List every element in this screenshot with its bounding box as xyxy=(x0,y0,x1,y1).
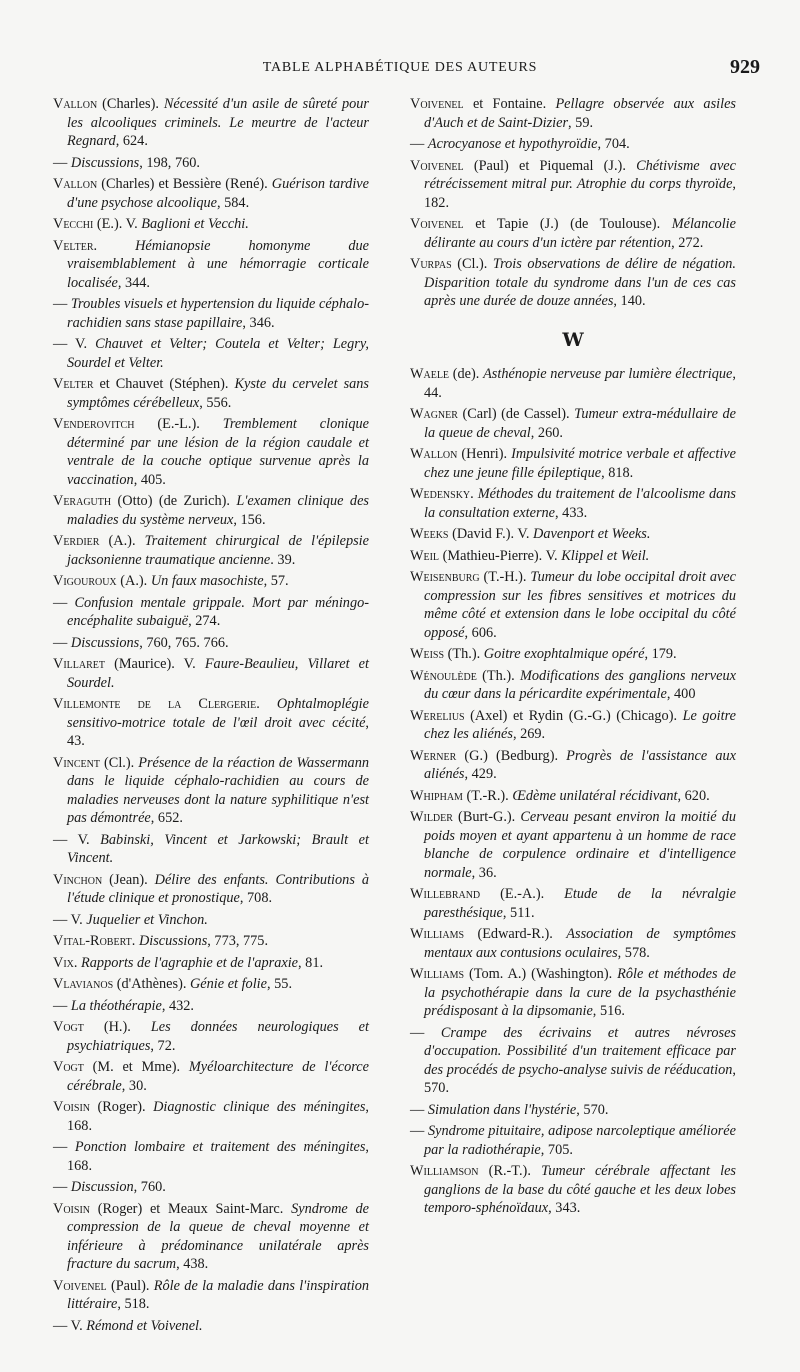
index-entry xyxy=(410,1122,736,1159)
entry-title: Œdème unilatéral récidivant xyxy=(512,787,678,804)
entry-author: Vincent xyxy=(53,754,100,771)
index-entry xyxy=(410,667,736,704)
entry-title: Babinski, Vincent et Jarkowski; Brault et Vincent. xyxy=(67,831,369,866)
index-entry xyxy=(410,255,736,311)
entry-title: Syndrome pituitaire, adipose narcoleptique améliorée par la radiothérapie xyxy=(424,1123,736,1158)
entry-rest: (Axel) et Rydin (G.-G.) (Chicago). xyxy=(464,707,683,724)
index-entry xyxy=(410,747,736,784)
index-entry xyxy=(53,594,369,631)
entry-title: Génie et folie xyxy=(189,976,267,992)
entry-rest: V. xyxy=(77,831,101,848)
entry-tail: , 168. xyxy=(67,1139,369,1174)
entry-tail: , 760. xyxy=(133,1179,166,1195)
entry-rest: (E.-L.). xyxy=(134,416,223,432)
index-entry xyxy=(53,1138,369,1175)
entry-title: Rôle de la maladie dans l'inspiration littéraire xyxy=(67,1277,369,1312)
entry-tail: , 818. xyxy=(601,464,634,481)
entry-title: Tumeur extra-médullaire de la queue de cheval xyxy=(424,406,736,441)
entry-tail: , 704. xyxy=(597,136,630,152)
entry-title: Goitre exophtalmique opéré xyxy=(483,646,645,662)
entry-author: Voivenel xyxy=(410,157,464,174)
index-entry xyxy=(410,215,736,252)
index-entry xyxy=(53,1058,369,1095)
entry-author: Voivenel xyxy=(410,216,464,232)
index-entry xyxy=(53,655,369,692)
entry-title: Rémond et Voivenel. xyxy=(86,1317,203,1334)
entry-rest: et Tapie (J.) (de Toulouse). xyxy=(463,216,672,232)
entry-rest: (Charles). xyxy=(97,96,164,112)
entry-title: Faure-Beaulieu, Villaret et Sourdel. xyxy=(67,656,369,691)
entry-rest: (d'Athènes). xyxy=(113,976,190,992)
entry-tail: , 156. xyxy=(233,511,266,528)
index-entry xyxy=(410,405,736,442)
entry-author: Voisin xyxy=(53,1099,90,1115)
entry-tail: , 760, 765. 766. xyxy=(139,634,229,651)
entry-rest: (E.). V. xyxy=(93,216,142,232)
entry-title: Baglioni et Vecchi. xyxy=(141,216,249,232)
entry-rest: (T.-R.). xyxy=(462,787,513,804)
index-entry xyxy=(53,415,369,489)
entry-title: Un faux masochiste xyxy=(150,573,264,589)
entry-tail: , 432. xyxy=(161,997,194,1014)
entry-author: Vecchi xyxy=(53,216,94,232)
entry-rest: (Otto) (de Zurich). xyxy=(111,493,237,509)
index-entry xyxy=(410,525,736,544)
entry-rest: (Cl.). xyxy=(451,256,493,272)
entry-author: Waele xyxy=(410,366,450,382)
entry-tail: , 274. xyxy=(188,613,221,629)
index-entry xyxy=(53,1200,369,1274)
entry-author: Vinchon xyxy=(53,871,103,888)
entry-author: Voisin xyxy=(53,1200,90,1217)
entry-tail: , 198, 760. xyxy=(139,154,200,171)
index-entry xyxy=(53,375,369,412)
index-entry xyxy=(410,1024,736,1098)
index-entry xyxy=(410,135,736,154)
index-entry xyxy=(53,1277,369,1314)
entry-prefix: — xyxy=(53,296,71,312)
entry-rest: (Jean). xyxy=(102,871,155,888)
entry-tail: , 652. xyxy=(150,810,183,826)
entry-tail: , 272. xyxy=(671,234,704,251)
entry-rest: (Edward-R.). xyxy=(464,926,567,942)
entry-tail: , 518. xyxy=(117,1296,150,1312)
entry-title: Hémianopsie homonyme due vraisemblablement à une hémorragie corticale localisée xyxy=(67,237,370,291)
entry-prefix: — xyxy=(53,911,71,928)
entry-title: Trois observations de délire de négation. Disparition totale du syndrome dans l'un de ces cas après une durée de douze années xyxy=(424,256,736,309)
entry-title: Mélancolie délirante au cours d'un ictère par rétention xyxy=(424,216,736,251)
entry-author: Williams xyxy=(410,966,465,982)
entry-rest: V. xyxy=(75,336,96,352)
entry-tail: , 405. xyxy=(133,471,166,488)
entry-title: Chauvet et Velter; Coutela et Velter; Legry, Sourdel et Velter. xyxy=(67,336,369,371)
index-entry xyxy=(53,1178,369,1197)
index-entry xyxy=(53,95,369,151)
entry-title: Ponction lombaire et traitement des méningites xyxy=(74,1139,366,1155)
entry-rest: . xyxy=(470,486,478,502)
entry-rest: (Th.). xyxy=(476,667,520,684)
left-column xyxy=(53,95,369,1338)
entry-title: Discussions xyxy=(138,933,208,949)
index-entry xyxy=(53,634,369,653)
index-entry xyxy=(53,1317,369,1336)
index-entry xyxy=(53,831,369,868)
entry-title: Les données neurologiques et psychiatriques xyxy=(67,1019,369,1054)
entry-author: Voivenel xyxy=(53,1277,107,1294)
index-entry xyxy=(410,965,736,1021)
v-entries-continued xyxy=(410,95,736,311)
entry-prefix: — xyxy=(53,831,78,848)
index-entry xyxy=(53,215,369,234)
entry-title: Troubles visuels et hypertension du liquide céphalo-rachidien sans stase papillaire xyxy=(67,296,370,331)
entry-prefix: — xyxy=(53,1179,71,1195)
entry-author: Villaret xyxy=(53,656,105,672)
entry-author: Veraguth xyxy=(53,493,112,509)
entry-title: Progrès de l'assistance aux aliénés xyxy=(424,747,737,782)
entry-title: Méthodes du traitement de l'alcoolisme dans la consultation externe xyxy=(424,486,736,521)
index-entry xyxy=(410,925,736,962)
entry-title: Simulation dans l'hystérie xyxy=(427,1101,577,1118)
entry-title: Etude de la névralgie paresthésique xyxy=(424,886,736,921)
entry-rest: (E.-A.). xyxy=(480,886,565,902)
entry-author: Wilder xyxy=(410,809,453,825)
entry-tail: , 168. xyxy=(67,1099,369,1134)
index-entry xyxy=(410,707,736,744)
entry-rest: (Henri). xyxy=(457,446,512,462)
entry-tail: , 556. xyxy=(199,394,232,411)
entry-tail: , 44. xyxy=(424,366,736,401)
entry-author: Vogt xyxy=(53,1019,84,1035)
entry-author: Vital-Robert xyxy=(53,933,132,949)
index-entry xyxy=(53,997,369,1016)
entry-prefix: — xyxy=(410,136,428,152)
entry-title: Impulsivité motrice verbale et affective chez une jeune fille épileptique xyxy=(424,446,736,481)
entry-title: Le goitre chez les aliénés xyxy=(424,707,736,742)
entry-tail: , 606. xyxy=(464,624,497,641)
entry-prefix: — xyxy=(53,1317,71,1334)
entry-title: Davenport et Weeks. xyxy=(533,526,651,542)
entry-tail: , 179. xyxy=(644,646,677,662)
entry-rest: (Maurice). V. xyxy=(104,656,205,672)
entry-rest: (G.) (Bedburg). xyxy=(456,747,567,764)
entry-rest: et Chauvet (Stéphen). xyxy=(93,376,235,392)
entry-prefix: — xyxy=(53,154,71,171)
index-entry xyxy=(410,365,736,402)
entry-author: Voivenel xyxy=(410,96,464,112)
entry-title: Crampe des écrivains et autres névroses d'occupation. Possibilité d'un traitement efficace par des procédés de psycho-analyse suivis de rééducation xyxy=(424,1024,736,1078)
entry-tail: , 620. xyxy=(677,787,710,804)
index-entry xyxy=(53,932,369,951)
entry-tail: , 516. xyxy=(592,1003,625,1019)
entry-rest: (T.-H.). xyxy=(479,569,531,585)
entry-author: Velter xyxy=(53,376,94,392)
entry-rest: et Fontaine. xyxy=(463,96,556,112)
entry-author: Wagner xyxy=(410,406,458,422)
entry-title: La théothérapie xyxy=(70,997,162,1014)
index-entry xyxy=(53,295,369,332)
entry-rest: . xyxy=(93,237,136,254)
entry-rest: (Cl.). xyxy=(100,754,139,771)
entry-rest: . xyxy=(256,696,277,712)
entry-title: Diagnostic clinique des méningites xyxy=(153,1099,366,1115)
entry-tail: , 773, 775. xyxy=(207,933,269,949)
entry-author: Wénoulède xyxy=(410,667,477,684)
entry-author: Willebrand xyxy=(410,886,481,902)
entry-author: Vallon xyxy=(53,176,98,192)
entry-author: Weeks xyxy=(410,526,449,542)
entry-title: Klippel et Weil. xyxy=(561,547,650,564)
index-entry xyxy=(410,157,736,213)
entry-author: Velter xyxy=(53,237,94,254)
entry-author: Wallon xyxy=(410,446,458,462)
entry-title: Cerveau pesant environ la moitié du poids moyen et ayant appartenu à un homme de race blanche de corpulence ordinaire et d'intelligence normale xyxy=(424,809,736,881)
index-entry xyxy=(53,154,369,173)
entry-tail: , 59. xyxy=(568,114,594,131)
entry-prefix: — xyxy=(410,1123,428,1139)
index-entry xyxy=(53,954,369,973)
entry-author: Weil xyxy=(410,547,440,564)
index-entry xyxy=(410,787,736,806)
entry-rest: (David F.). V. xyxy=(448,526,534,542)
entry-author: Verdier xyxy=(53,533,100,549)
entry-title: Ophtalmoplégie sensitivo-motrice totale de l'œil droit avec cécité xyxy=(67,696,369,731)
index-entry xyxy=(53,572,369,591)
entry-title: Présence de la réaction de Wassermann dans le liquide céphalo-rachidien au cours de maladies nerveuses dont la nature syphilitique n'est pas démontrée xyxy=(67,754,369,826)
entry-title: Nécessité d'un asile de sûreté pour les alcooliques criminels. Le meurtre de l'acteur Regnard xyxy=(67,96,369,149)
entry-tail: , 705. xyxy=(540,1141,573,1158)
entry-title: Rapports de l'agraphie et de l'apraxie xyxy=(81,954,299,971)
index-entry xyxy=(53,335,369,372)
entry-tail: , 570. xyxy=(576,1101,609,1118)
entry-tail: , 400 xyxy=(666,686,696,702)
entry-title: Modifications des ganglions nerveux du cœur dans la péricardite expérimentale xyxy=(424,667,736,702)
index-entry xyxy=(410,1101,736,1120)
entry-tail: , 260. xyxy=(530,424,563,441)
entry-title: Tremblement clonique déterminé par une lésion de la région caudale et ventrale de la couche optique survenue après la vaccination xyxy=(67,416,369,488)
entry-author: Vlavianos xyxy=(53,976,114,992)
entry-tail: , 429. xyxy=(464,766,497,782)
entry-rest: (Burt-G.). xyxy=(452,809,521,825)
entry-author: Vix xyxy=(53,954,74,971)
entry-prefix: — xyxy=(410,1101,428,1118)
entry-rest: (Tom. A.) (Washington). xyxy=(464,966,618,982)
entry-author: Weiss xyxy=(410,646,445,662)
entry-tail: , 433. xyxy=(555,504,588,521)
index-entry xyxy=(410,885,736,922)
index-entry xyxy=(53,1098,369,1135)
entry-tail: , 624. xyxy=(115,133,148,149)
entry-rest: (Charles) et Bessière (René). xyxy=(97,176,272,192)
index-entry xyxy=(410,547,736,566)
index-entry xyxy=(53,492,369,529)
entry-title: Juquelier et Vinchon. xyxy=(86,911,208,928)
entry-author: Vigouroux xyxy=(53,573,117,589)
entry-tail: , 708. xyxy=(239,890,273,906)
entry-tail: , 55. xyxy=(267,976,293,992)
index-entry xyxy=(410,1162,736,1218)
entry-rest: V. xyxy=(70,1317,87,1334)
entry-tail: , 343. xyxy=(548,1200,581,1216)
entry-tail: , 140. xyxy=(613,293,646,309)
entry-prefix: — xyxy=(53,634,71,651)
entry-rest: (Mathieu-Pierre). V. xyxy=(439,547,562,564)
page-header xyxy=(40,58,760,82)
entry-tail: , 36. xyxy=(471,864,497,881)
entry-rest: (M. et Mme). xyxy=(83,1059,189,1075)
entry-title: Association de symptômes mentaux aux contusions oculaires xyxy=(424,926,736,961)
entry-author: Weisenburg xyxy=(410,569,480,585)
entry-title: Délire des enfants. Contributions à l'étude clinique et pronostique xyxy=(67,871,369,906)
entry-tail: , 570. xyxy=(424,1061,736,1096)
index-entry xyxy=(410,95,736,132)
entry-title: Discussions xyxy=(70,634,140,651)
entry-author: Williams xyxy=(410,926,465,942)
index-entry xyxy=(410,808,736,882)
entry-tail: , 57. xyxy=(263,573,289,589)
entry-rest: . xyxy=(73,954,82,971)
right-column xyxy=(410,95,736,1221)
entry-tail: , 438. xyxy=(176,1256,209,1272)
entry-tail: , 30. xyxy=(121,1077,147,1094)
entry-title: Traitement chirurgical de l'épilepsie jacksonienne traumatique ancienne xyxy=(67,533,369,568)
entry-author: Williamson xyxy=(410,1163,479,1179)
entry-rest: (H.). xyxy=(83,1019,151,1035)
entry-title: Rôle et méthodes de la psychothérapie dans la cure de la psychasthénie prédisposant à la dipsomanie xyxy=(424,966,736,1019)
index-entry xyxy=(53,871,369,908)
entry-title: L'examen clinique des maladies du système nerveux xyxy=(67,493,369,528)
entry-title: Syndrome de compression de la queue de cheval moyenne et inférieure à prédominance unilatérale après fracture du sacrum xyxy=(67,1200,369,1272)
entry-rest: (Roger) et Meaux Saint-Marc. xyxy=(90,1200,292,1217)
entry-author: Vurpas xyxy=(410,256,452,272)
running-title: TABLE ALPHABÉTIQUE DES AUTEURS xyxy=(262,60,538,75)
index-entry xyxy=(53,754,369,828)
entry-author: Wedensky xyxy=(410,486,471,502)
entry-title: Asthénopie nerveuse par lumière électrique xyxy=(483,366,733,382)
section-letter-w: W xyxy=(562,328,584,351)
index-entry xyxy=(53,237,369,293)
entry-author: Vogt xyxy=(53,1059,84,1075)
index-entry xyxy=(410,568,736,642)
index-entry xyxy=(410,485,736,522)
entry-rest: . xyxy=(131,933,139,949)
entry-author: Werelius xyxy=(410,707,465,724)
page-number: 929 xyxy=(730,56,760,78)
entry-tail: . 39. xyxy=(270,551,296,568)
index-entry xyxy=(53,532,369,569)
entry-title: Kyste du cervelet sans symptômes cérébelleux xyxy=(67,376,369,411)
entry-prefix: — xyxy=(53,997,71,1014)
entry-tail: , 81. xyxy=(298,954,324,971)
entry-author: Villemonte de la Clergerie xyxy=(53,696,257,712)
entry-rest: (Paul) et Piquemal (J.). xyxy=(463,157,637,174)
entry-title: Guérison tardive d'une psychose alcoolique xyxy=(67,176,369,211)
entry-rest: (A.). xyxy=(99,533,145,549)
entry-title: Discussion xyxy=(70,1179,134,1195)
entry-rest: (de). xyxy=(449,366,484,382)
entry-title: Discussions xyxy=(70,154,140,171)
index-entry xyxy=(53,1018,369,1055)
entry-tail: , 43. xyxy=(67,714,369,749)
entry-prefix: — xyxy=(53,336,76,352)
entry-rest: (Th.). xyxy=(444,646,484,662)
entry-rest: (A.). xyxy=(116,573,151,589)
entry-author: Venderovitch xyxy=(53,416,135,432)
index-entry xyxy=(53,975,369,994)
index-entry xyxy=(53,695,369,751)
entry-prefix: — xyxy=(410,1024,441,1041)
entry-title: Myéloarchitecture de l'écorce cérébrale xyxy=(67,1059,369,1094)
entry-prefix: — xyxy=(53,1139,75,1155)
entry-title: Acrocyanose et hypothyroïdie xyxy=(427,136,598,152)
w-entries xyxy=(410,365,736,1218)
entry-tail: , 578. xyxy=(617,944,650,961)
entry-rest: (Roger). xyxy=(90,1099,154,1115)
entry-author: Whipham xyxy=(410,787,463,804)
entry-rest: (Paul). xyxy=(106,1277,154,1294)
entry-tail: , 584. xyxy=(216,194,250,211)
entry-prefix: — xyxy=(53,594,75,611)
index-entry xyxy=(410,445,736,482)
entry-title: Tumeur cérébrale affectant les ganglions de la base du côté gauche et les deux lobes temporo-sphénoïdaux xyxy=(424,1163,736,1216)
entry-rest: V. xyxy=(70,911,87,928)
entry-title: Tumeur du lobe occipital droit avec compression sur les fibres sensitives et motrices du même côté et extension dans le lobe occipital du côté opposé xyxy=(424,569,737,641)
index-entry xyxy=(410,645,736,664)
index-entry xyxy=(53,911,369,930)
entry-author: Vallon xyxy=(53,96,98,112)
entry-rest: (R.-T.). xyxy=(478,1163,542,1179)
entry-rest: (Carl) (de Cassel). xyxy=(457,406,575,422)
entry-tail: , 182. xyxy=(424,176,736,211)
entry-tail: , 72. xyxy=(150,1037,176,1054)
entry-title: Chétivisme avec rétrécissement mitral pur. Atrophie du corps thyroïde xyxy=(424,157,736,192)
entry-author: Werner xyxy=(410,747,457,764)
index-entry xyxy=(53,175,369,212)
entry-title: Pellagre observée aux asiles d'Auch et de Saint-Dizier xyxy=(424,96,736,131)
entry-tail: , 269. xyxy=(512,726,546,742)
entry-tail: , 511. xyxy=(502,904,535,921)
entry-title: Confusion mentale grippale. Mort par méningo-encéphalite subaiguë xyxy=(67,594,369,629)
entry-tail: , 344. xyxy=(117,274,150,291)
entry-tail: , 346. xyxy=(242,314,275,331)
